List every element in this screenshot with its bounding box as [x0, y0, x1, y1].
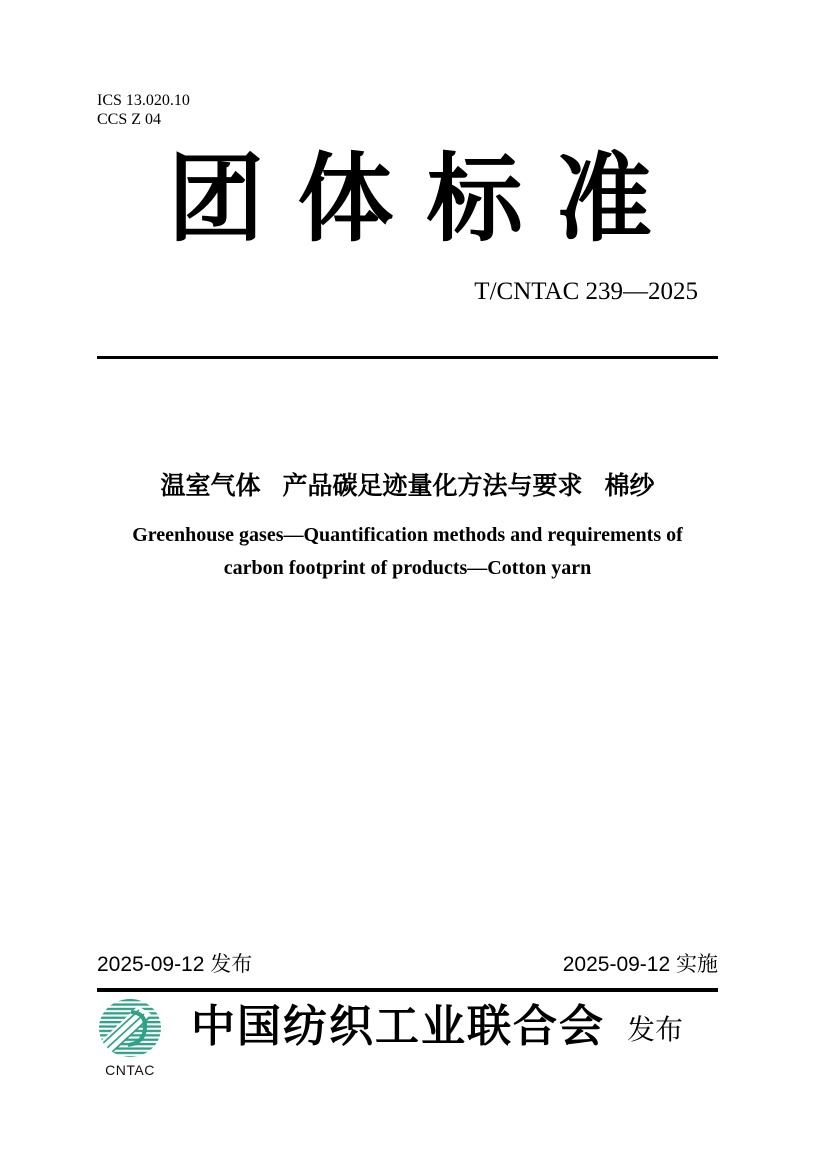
standard-type-title	[168, 146, 652, 253]
cntac-logo-caption: CNTAC	[105, 1062, 155, 1078]
classification-codes	[97, 91, 190, 129]
title-zh-segment: 温室气体	[160, 472, 261, 500]
standard-number: T/CNTAC 239—2025	[474, 278, 698, 305]
title-en-line1: Greenhouse gases—Quantification methods and requirements of	[132, 524, 683, 546]
title-en-line2: carbon footprint of products—Cotton yarn	[223, 557, 592, 579]
header-divider	[97, 356, 718, 359]
standard-type-char: 团	[168, 146, 264, 253]
ics-code: ICS 13.020.10	[97, 92, 190, 109]
document-title-chinese	[0, 470, 815, 502]
implementation-date: 2025-09-12 实施	[562, 953, 718, 976]
publish-label: 发布	[627, 1014, 684, 1045]
ccs-code: CCS Z 04	[97, 111, 162, 128]
title-zh-segment: 产品碳足迹量化方法与要求	[282, 472, 583, 500]
dates-row	[97, 952, 718, 978]
publisher-row	[95, 997, 720, 1078]
publisher-name: 中国纺织工业联合会	[191, 1002, 605, 1051]
footer-divider	[97, 988, 718, 992]
cntac-globe-icon	[98, 999, 162, 1059]
issue-date: 2025-09-12 发布	[97, 953, 253, 976]
cntac-logo	[95, 997, 165, 1078]
standard-type-char: 标	[426, 146, 523, 253]
standard-type-char: 准	[555, 146, 652, 253]
standard-type-char: 体	[297, 146, 394, 253]
document-title-english	[0, 519, 815, 585]
title-zh-segment: 棉纱	[604, 472, 655, 500]
